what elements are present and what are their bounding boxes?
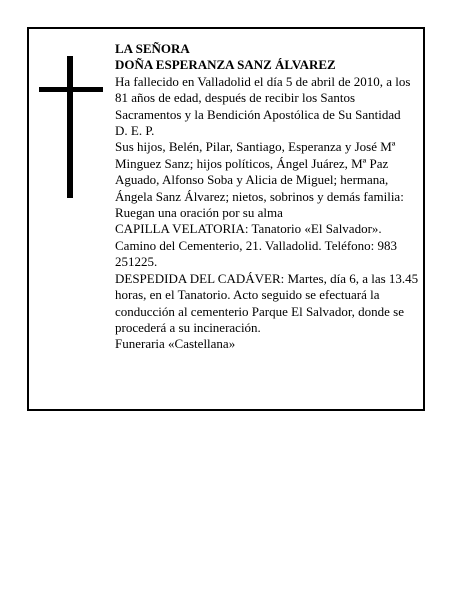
farewell-details: DESPEDIDA DEL CADÁVER: Martes, día 6, a las 13.45 horas, en el Tanatorio. Acto seguido se efectuará la conducción al cementerio Parque El Salvador, donde se procederá a su incineración. — [115, 270, 419, 335]
cross-icon — [39, 56, 103, 198]
funeral-home: Funeraria «Castellana» — [115, 336, 236, 352]
family-list: Sus hijos, Belén, Pilar, Santiago, Esperanza y José Mª Minguez Sanz; hijos políticos, Ángel Juárez, Mª Paz Aguado, Alfonso Soba y Alicia de Miguel; hermana, Ángela Sanz Álvarez; nietos, sobrinos y demás familia: — [115, 139, 404, 204]
rest-in-peace: D. E. P. — [115, 123, 155, 139]
deceased-name: DOÑA ESPERANZA SANZ ÁLVAREZ — [115, 57, 336, 73]
notice-text — [115, 41, 421, 353]
prayer-request: Ruegan una oración por su alma — [115, 205, 283, 221]
heading-title: LA SEÑORA — [115, 41, 190, 56]
cross-vertical-bar — [67, 56, 73, 198]
death-details: Ha fallecido en Valladolid el día 5 de abril de 2010, a los 81 años de edad, después de recibir los Santos Sacramentos y la Bendición Apostólica de Su Santidad — [115, 73, 411, 122]
wake-location: CAPILLA VELATORIA: Tanatorio «El Salvador». Camino del Cementerio, 21. Valladolid. Teléfono: 983 251225. — [115, 221, 398, 270]
cross-horizontal-bar — [39, 87, 103, 92]
obituary-notice — [27, 27, 425, 411]
